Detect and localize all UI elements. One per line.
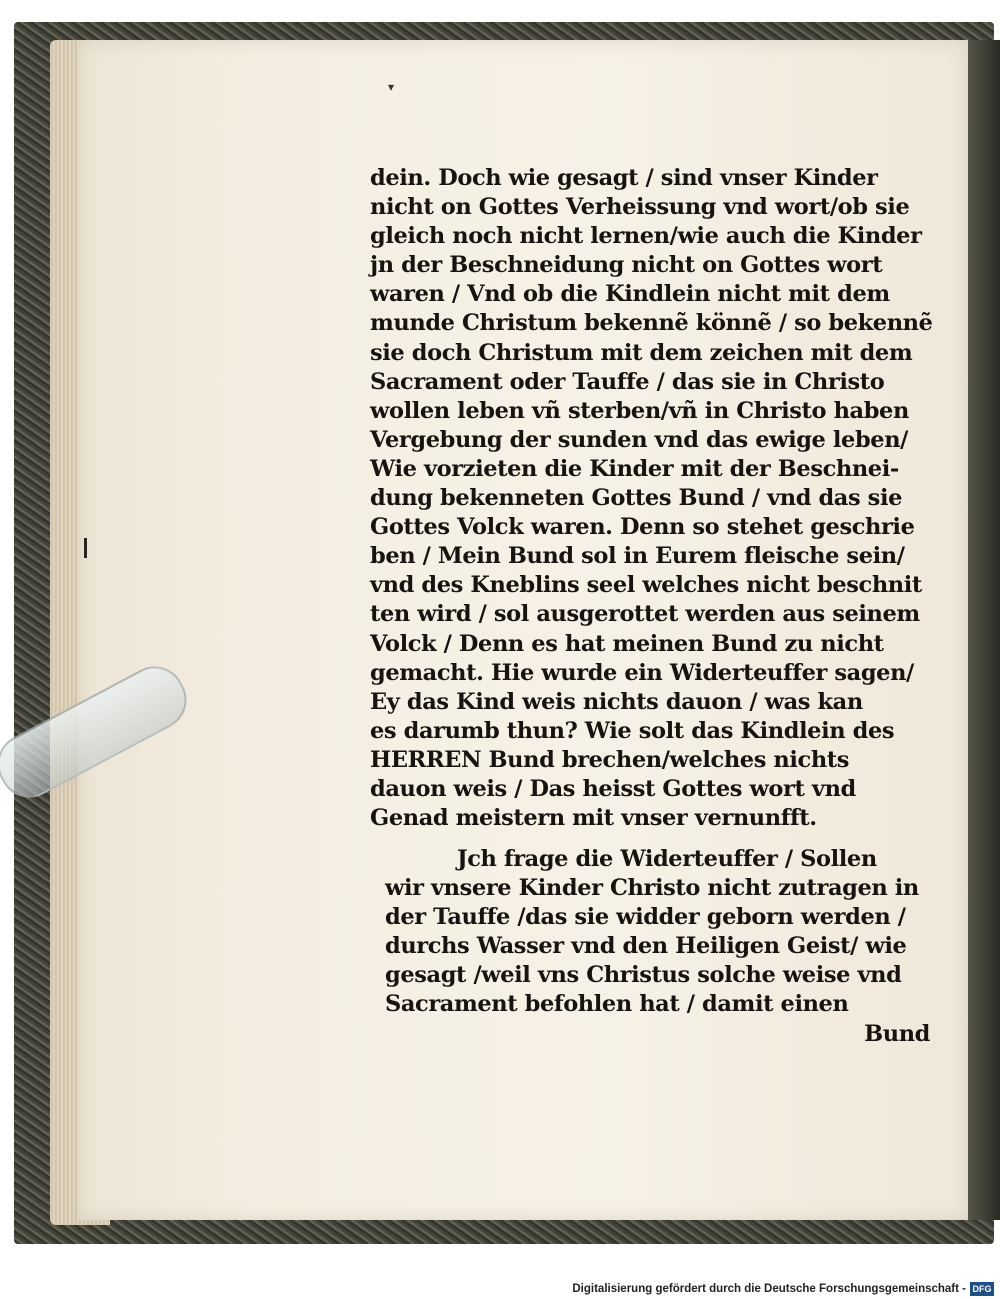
text-line: dung bekenneten Gottes Bund / vnd das sie	[370, 485, 903, 512]
text-line: waren / Vnd ob die Kindlein nicht mit dem	[370, 281, 890, 308]
text-line: gesagt /weil vns Christus solche weise vnd	[385, 962, 902, 989]
text-line: nicht on Gottes Verheissung vnd wort/ob sie	[370, 194, 910, 221]
text-line: wir vnsere Kinder Christo nicht zutragen in	[385, 875, 919, 902]
paragraph-1	[370, 164, 933, 833]
text-line: dein. Doch wie gesagt / sind vnser Kinder	[370, 165, 878, 191]
text-line: Ey das Kind weis nichts dauon / was kan	[370, 688, 863, 715]
dfg-logo-icon: DFG	[970, 1282, 994, 1296]
text-line: HERREN Bund brechen/welches nichts	[370, 746, 850, 773]
text-line: Sacrament befohlen hat / damit einen	[385, 991, 849, 1018]
text-line: Vergebung der sunden vnd das ewige leben/	[370, 426, 908, 453]
text-line: Jch frage die Widerteuffer / Sollen	[457, 846, 877, 872]
text-line: Genad meistern mit vnser vernunfft.	[370, 805, 817, 832]
text-line: munde Christum bekennẽ könnẽ / so bekennẽ	[370, 310, 933, 337]
catchword: Bund	[864, 1020, 930, 1047]
text-line: es darumb thun? Wie solt das Kindlein des	[370, 717, 895, 744]
page-corner-mark: ▾	[388, 80, 395, 94]
text-line: vnd des Kneblins seel welches nicht beschnit	[370, 572, 922, 599]
text-line: Volck / Denn es hat meinen Bund zu nicht	[370, 630, 884, 657]
text-line: Sacrament oder Tauffe / das sie in Christo	[370, 368, 885, 395]
paragraph-2	[385, 845, 930, 1049]
text-line: ten wird / sol ausgerottet werden aus seinem	[370, 601, 920, 628]
text-line: wollen leben vñ sterben/vñ in Christo haben	[370, 397, 909, 424]
gutter-mark	[84, 538, 87, 558]
text-line: gleich noch nicht lernen/wie auch die Kinder	[370, 223, 922, 250]
text-line: dauon weis / Das heisst Gottes wort vnd	[370, 775, 856, 802]
text-line: durchs Wasser vnd den Heiligen Geist/ wie	[385, 933, 907, 960]
text-line: gemacht. Hie wurde ein Widerteuffer sagen/	[370, 659, 914, 686]
text-line: Wie vorzieten die Kinder mit der Beschnei-	[370, 455, 899, 482]
text-line: der Tauffe /das sie widder geborn werden /	[385, 904, 906, 931]
text-line: jn der Beschneidung nicht on Gottes wort	[370, 252, 883, 279]
digitization-credit: Digitalisierung gefördert durch die Deutsche Forschungsgemeinschaft -	[572, 1283, 966, 1295]
text-line: Gottes Volck waren. Denn so stehet geschrie	[370, 514, 915, 541]
text-line: sie doch Christum mit dem zeichen mit dem	[370, 339, 913, 366]
text-line: ben / Mein Bund sol in Eurem fleische sein/	[370, 543, 905, 570]
